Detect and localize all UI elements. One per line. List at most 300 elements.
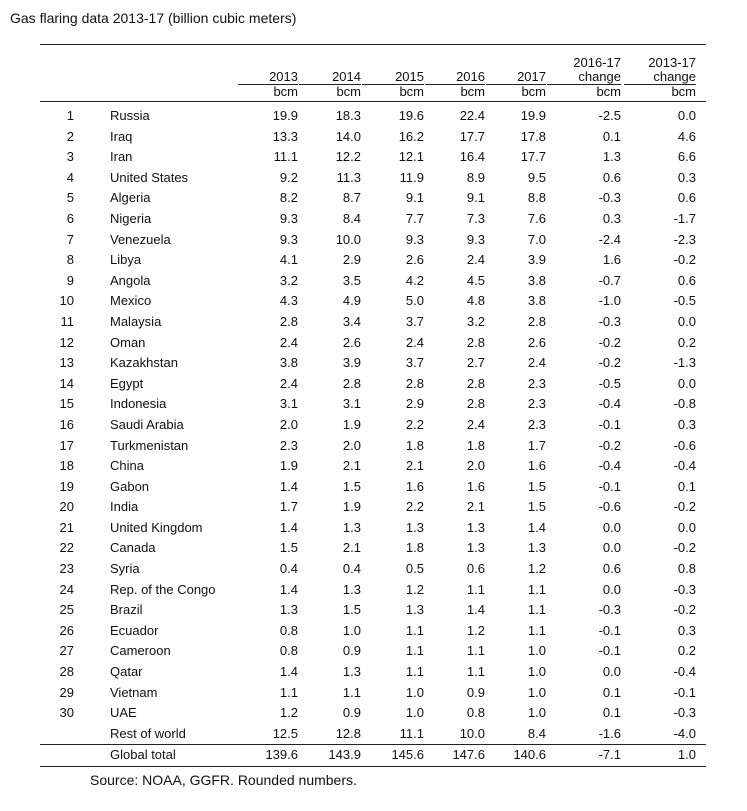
total-cell: 1.0 bbox=[677, 747, 696, 763]
value-cell: -0.4 bbox=[673, 664, 696, 680]
value-cell: 1.6 bbox=[527, 458, 546, 474]
value-cell: -0.1 bbox=[598, 416, 621, 432]
country-cell: Vietnam bbox=[110, 684, 158, 700]
rank-cell: 8 bbox=[66, 252, 74, 268]
value-cell: 0.6 bbox=[677, 190, 696, 206]
value-cell: 1.5 bbox=[342, 478, 361, 494]
value-cell: 1.8 bbox=[405, 540, 424, 556]
value-cell: 9.1 bbox=[405, 190, 424, 206]
value-cell: 3.9 bbox=[527, 252, 546, 268]
value-cell: 1.5 bbox=[527, 499, 546, 515]
header-2016: 2016 bcm bbox=[425, 70, 485, 99]
value-cell: 2.1 bbox=[405, 458, 424, 474]
rank-cell: 4 bbox=[66, 169, 74, 185]
value-cell: 0.3 bbox=[677, 622, 696, 638]
value-cell: -0.2 bbox=[598, 334, 621, 350]
country-cell: Canada bbox=[110, 540, 156, 556]
value-cell: 5.0 bbox=[405, 293, 424, 309]
table-row bbox=[40, 188, 706, 209]
value-cell: 0.1 bbox=[602, 684, 621, 700]
value-cell: 1.1 bbox=[527, 622, 546, 638]
value-cell: 16.4 bbox=[459, 149, 485, 165]
value-cell: 1.2 bbox=[279, 705, 298, 721]
value-cell: 1.3 bbox=[279, 602, 298, 618]
value-cell: 4.3 bbox=[279, 293, 298, 309]
country-cell: Venezuela bbox=[110, 231, 171, 247]
rank-cell: 2 bbox=[66, 128, 74, 144]
rank-cell: 5 bbox=[66, 190, 74, 206]
value-cell: 1.6 bbox=[602, 252, 621, 268]
value-cell: 7.6 bbox=[527, 210, 546, 226]
value-cell: -0.1 bbox=[673, 684, 696, 700]
rank-cell: 23 bbox=[59, 561, 74, 577]
value-cell: 0.6 bbox=[466, 561, 485, 577]
table-row bbox=[40, 291, 706, 312]
value-cell: 0.6 bbox=[677, 272, 696, 288]
value-cell: 4.8 bbox=[466, 293, 485, 309]
value-cell: 2.8 bbox=[466, 396, 485, 412]
value-cell: 0.1 bbox=[602, 128, 621, 144]
value-cell: 1.8 bbox=[466, 437, 485, 453]
country-cell: Libya bbox=[110, 252, 142, 268]
table-row bbox=[40, 127, 706, 148]
value-cell: 9.3 bbox=[279, 210, 298, 226]
value-cell: 1.4 bbox=[279, 581, 298, 597]
value-cell: 2.2 bbox=[405, 416, 424, 432]
country-cell: Russia bbox=[110, 108, 150, 123]
country-cell: Cameroon bbox=[110, 643, 171, 659]
value-cell: 1.5 bbox=[279, 540, 298, 556]
country-cell: Ecuador bbox=[110, 622, 159, 638]
value-cell: 0.0 bbox=[602, 540, 621, 556]
total-cell: 139.6 bbox=[265, 747, 298, 763]
value-cell: 8.4 bbox=[342, 210, 361, 226]
value-cell: 1.1 bbox=[466, 643, 485, 659]
value-cell: 4.5 bbox=[466, 272, 485, 288]
value-cell: 1.2 bbox=[405, 581, 424, 597]
value-cell: 0.0 bbox=[602, 581, 621, 597]
source-note: Source: NOAA, GGFR. Rounded numbers. bbox=[90, 772, 357, 788]
value-cell: -4.0 bbox=[673, 725, 696, 741]
value-cell: 16.2 bbox=[398, 128, 424, 144]
value-cell: 0.0 bbox=[677, 313, 696, 329]
value-cell: -0.8 bbox=[673, 396, 696, 412]
rank-cell: 9 bbox=[66, 272, 74, 288]
value-cell: 3.8 bbox=[527, 293, 546, 309]
value-cell: 2.8 bbox=[466, 334, 485, 350]
table-row bbox=[40, 600, 706, 621]
value-cell: 3.7 bbox=[405, 355, 424, 371]
table-row bbox=[40, 106, 706, 127]
value-cell: -0.1 bbox=[598, 478, 621, 494]
table-row bbox=[40, 683, 706, 704]
value-cell: 8.2 bbox=[279, 190, 298, 206]
value-cell: 2.9 bbox=[405, 396, 424, 412]
rank-cell: 30 bbox=[59, 705, 74, 721]
value-cell: 3.1 bbox=[342, 396, 361, 412]
value-cell: 2.6 bbox=[342, 334, 361, 350]
value-cell: -0.3 bbox=[598, 313, 621, 329]
value-cell: -0.2 bbox=[673, 540, 696, 556]
value-cell: 0.0 bbox=[602, 664, 621, 680]
value-cell: -0.5 bbox=[598, 375, 621, 391]
value-cell: 12.5 bbox=[272, 725, 298, 741]
country-cell: Turkmenistan bbox=[110, 437, 189, 453]
value-cell: 1.6 bbox=[405, 478, 424, 494]
value-cell: 2.2 bbox=[405, 499, 424, 515]
value-cell: 0.8 bbox=[677, 561, 696, 577]
value-cell: 1.5 bbox=[527, 478, 546, 494]
value-cell: 2.1 bbox=[342, 458, 361, 474]
value-cell: 12.8 bbox=[335, 725, 361, 741]
value-cell: 1.4 bbox=[466, 602, 485, 618]
value-cell: 1.9 bbox=[342, 499, 361, 515]
table-row bbox=[40, 415, 706, 436]
value-cell: 0.0 bbox=[602, 519, 621, 535]
country-cell: Gabon bbox=[110, 478, 150, 494]
rank-cell: 11 bbox=[60, 313, 74, 329]
value-cell: 9.2 bbox=[279, 169, 298, 185]
value-cell: 1.3 bbox=[342, 519, 361, 535]
value-cell: 11.3 bbox=[336, 169, 361, 185]
value-cell: -0.2 bbox=[673, 499, 696, 515]
total-cell: 145.6 bbox=[391, 747, 424, 763]
value-cell: 1.1 bbox=[466, 664, 485, 680]
value-cell: 3.2 bbox=[279, 272, 298, 288]
value-cell: 2.3 bbox=[527, 416, 546, 432]
table-row bbox=[40, 703, 706, 724]
value-cell: 9.3 bbox=[405, 231, 424, 247]
value-cell: 10.0 bbox=[459, 725, 485, 741]
value-cell: 0.1 bbox=[677, 478, 696, 494]
table-body bbox=[40, 102, 706, 744]
value-cell: 0.8 bbox=[279, 643, 298, 659]
value-cell: 7.0 bbox=[527, 231, 546, 247]
value-cell: 19.9 bbox=[272, 108, 298, 123]
country-cell: Brazil bbox=[110, 602, 143, 618]
value-cell: 2.1 bbox=[342, 540, 361, 556]
country-cell: Algeria bbox=[110, 190, 151, 206]
value-cell: 3.8 bbox=[279, 355, 298, 371]
value-cell: 9.3 bbox=[279, 231, 298, 247]
value-cell: 2.4 bbox=[279, 375, 298, 391]
value-cell: 0.6 bbox=[602, 561, 621, 577]
country-cell: Malaysia bbox=[110, 313, 162, 329]
value-cell: 0.2 bbox=[677, 643, 696, 659]
value-cell: 1.3 bbox=[466, 519, 485, 535]
value-cell: 7.7 bbox=[405, 210, 424, 226]
value-cell: -2.5 bbox=[598, 108, 621, 123]
value-cell: 1.3 bbox=[602, 149, 621, 165]
value-cell: 0.4 bbox=[342, 561, 361, 577]
rank-cell: 20 bbox=[59, 499, 74, 515]
value-cell: 3.7 bbox=[405, 313, 424, 329]
value-cell: 2.6 bbox=[405, 252, 424, 268]
table-row bbox=[40, 353, 706, 374]
value-cell: 1.3 bbox=[405, 602, 424, 618]
value-cell: 1.5 bbox=[342, 602, 361, 618]
table-row bbox=[40, 333, 706, 354]
country-cell: Kazakhstan bbox=[110, 355, 178, 371]
country-cell: India bbox=[110, 499, 139, 515]
value-cell: 2.4 bbox=[466, 252, 485, 268]
value-cell: 4.2 bbox=[405, 272, 424, 288]
country-cell: Saudi Arabia bbox=[110, 416, 184, 432]
value-cell: 1.6 bbox=[466, 478, 485, 494]
value-cell: 1.0 bbox=[527, 705, 546, 721]
value-cell: 1.1 bbox=[342, 684, 361, 700]
table-row bbox=[40, 477, 706, 498]
value-cell: 8.9 bbox=[466, 169, 485, 185]
header-change-2013-17: 2013-17 change bcm bbox=[624, 56, 696, 99]
value-cell: 1.0 bbox=[405, 684, 424, 700]
value-cell: 2.8 bbox=[405, 375, 424, 391]
rank-cell: 21 bbox=[59, 519, 74, 535]
rank-cell: 18 bbox=[59, 458, 74, 474]
value-cell: 3.5 bbox=[342, 272, 361, 288]
value-cell: 11.1 bbox=[273, 149, 298, 165]
value-cell: 0.0 bbox=[677, 375, 696, 391]
rank-cell: 3 bbox=[66, 149, 74, 165]
value-cell: 1.3 bbox=[405, 519, 424, 535]
page-title: Gas flaring data 2013-17 (billion cubic meters) bbox=[10, 10, 297, 26]
value-cell: 1.1 bbox=[405, 664, 424, 680]
value-cell: 2.9 bbox=[342, 252, 361, 268]
gas-flaring-table bbox=[40, 44, 706, 767]
rank-cell: 7 bbox=[66, 231, 74, 247]
value-cell: -0.6 bbox=[673, 437, 696, 453]
value-cell: 2.0 bbox=[342, 437, 361, 453]
rank-cell: 29 bbox=[59, 684, 74, 700]
value-cell: 2.8 bbox=[342, 375, 361, 391]
table-bottom-rule bbox=[40, 766, 706, 767]
value-cell: -0.1 bbox=[598, 643, 621, 659]
value-cell: 8.8 bbox=[527, 190, 546, 206]
rank-cell: 24 bbox=[59, 581, 74, 597]
rank-cell: 22 bbox=[59, 540, 74, 556]
country-cell: Iraq bbox=[110, 128, 133, 144]
value-cell: 1.0 bbox=[527, 643, 546, 659]
value-cell: 0.5 bbox=[405, 561, 424, 577]
value-cell: 1.4 bbox=[279, 478, 298, 494]
value-cell: 19.9 bbox=[520, 108, 546, 123]
value-cell: 10.0 bbox=[335, 231, 361, 247]
value-cell: -0.1 bbox=[598, 622, 621, 638]
value-cell: 1.1 bbox=[466, 581, 485, 597]
value-cell: 3.1 bbox=[279, 396, 298, 412]
value-cell: 1.3 bbox=[527, 540, 546, 556]
value-cell: 1.4 bbox=[279, 664, 298, 680]
rank-cell: 16 bbox=[59, 416, 74, 432]
rank-cell: 6 bbox=[66, 210, 74, 226]
table-row bbox=[40, 538, 706, 559]
table-row bbox=[40, 518, 706, 539]
value-cell: 2.4 bbox=[466, 416, 485, 432]
country-cell: Egypt bbox=[110, 375, 144, 391]
table-row bbox=[40, 250, 706, 271]
header-2015: 2015 bcm bbox=[362, 70, 424, 99]
value-cell: 11.9 bbox=[399, 169, 424, 185]
value-cell: -0.3 bbox=[598, 190, 621, 206]
value-cell: -1.0 bbox=[598, 293, 621, 309]
value-cell: 8.4 bbox=[527, 725, 546, 741]
total-label: Global total bbox=[110, 747, 176, 763]
value-cell: 4.9 bbox=[342, 293, 361, 309]
value-cell: 0.8 bbox=[466, 705, 485, 721]
value-cell: 4.6 bbox=[677, 128, 696, 144]
value-cell: -1.3 bbox=[673, 355, 696, 371]
value-cell: -0.2 bbox=[673, 252, 696, 268]
table-row bbox=[40, 374, 706, 395]
total-row bbox=[40, 745, 706, 766]
total-cell: 143.9 bbox=[328, 747, 361, 763]
value-cell: 0.9 bbox=[342, 643, 361, 659]
value-cell: -0.5 bbox=[673, 293, 696, 309]
value-cell: 1.2 bbox=[466, 622, 485, 638]
table-row bbox=[40, 724, 706, 745]
table-header bbox=[40, 45, 706, 101]
value-cell: 2.3 bbox=[279, 437, 298, 453]
value-cell: 2.0 bbox=[279, 416, 298, 432]
table-row bbox=[40, 559, 706, 580]
value-cell: 2.7 bbox=[466, 355, 485, 371]
table-row bbox=[40, 456, 706, 477]
value-cell: 0.1 bbox=[602, 705, 621, 721]
country-cell: Iran bbox=[110, 149, 133, 165]
value-cell: 0.0 bbox=[677, 519, 696, 535]
value-cell: 0.9 bbox=[342, 705, 361, 721]
value-cell: 1.8 bbox=[405, 437, 424, 453]
value-cell: -0.4 bbox=[598, 458, 621, 474]
header-2013: 2013 bcm bbox=[238, 70, 298, 99]
total-cell: -7.1 bbox=[598, 747, 621, 763]
rank-cell: 13 bbox=[59, 355, 74, 371]
country-cell: Syria bbox=[110, 561, 140, 577]
value-cell: 11.1 bbox=[399, 725, 424, 741]
value-cell: 1.3 bbox=[466, 540, 485, 556]
table-row bbox=[40, 662, 706, 683]
rank-cell: 15 bbox=[59, 396, 74, 412]
value-cell: 18.3 bbox=[335, 108, 361, 123]
value-cell: -2.3 bbox=[673, 231, 696, 247]
value-cell: 1.7 bbox=[279, 499, 298, 515]
table-row bbox=[40, 312, 706, 333]
country-cell: Mexico bbox=[110, 293, 152, 309]
value-cell: 2.8 bbox=[527, 313, 546, 329]
value-cell: 1.4 bbox=[527, 519, 546, 535]
table-row bbox=[40, 394, 706, 415]
value-cell: 1.0 bbox=[342, 622, 361, 638]
value-cell: 1.0 bbox=[405, 705, 424, 721]
rank-cell: 28 bbox=[59, 664, 74, 680]
total-cell: 140.6 bbox=[513, 747, 546, 763]
header-2017: 2017 bcm bbox=[486, 70, 546, 99]
country-cell: United States bbox=[110, 169, 189, 185]
header-change-2016-17: 2016-17 change bcm bbox=[547, 56, 621, 99]
value-cell: 2.3 bbox=[527, 375, 546, 391]
table-row bbox=[40, 209, 706, 230]
rank-cell: 25 bbox=[59, 602, 74, 618]
country-cell: United Kingdom bbox=[110, 519, 203, 535]
rank-cell: 14 bbox=[59, 375, 74, 391]
value-cell: 14.0 bbox=[335, 128, 361, 144]
value-cell: 0.3 bbox=[677, 169, 696, 185]
value-cell: 2.4 bbox=[405, 334, 424, 350]
value-cell: 1.1 bbox=[527, 602, 546, 618]
country-cell: Angola bbox=[110, 272, 151, 288]
value-cell: 12.2 bbox=[335, 149, 361, 165]
rank-cell: 1 bbox=[66, 108, 74, 123]
value-cell: 2.3 bbox=[527, 396, 546, 412]
value-cell: 7.3 bbox=[466, 210, 485, 226]
value-cell: 1.0 bbox=[527, 684, 546, 700]
value-cell: 0.2 bbox=[677, 334, 696, 350]
table-row bbox=[40, 271, 706, 292]
value-cell: 0.3 bbox=[677, 416, 696, 432]
value-cell: 13.3 bbox=[272, 128, 298, 144]
value-cell: 1.7 bbox=[527, 437, 546, 453]
value-cell: 0.9 bbox=[466, 684, 485, 700]
value-cell: 0.3 bbox=[602, 210, 621, 226]
value-cell: -1.7 bbox=[673, 210, 696, 226]
table-row bbox=[40, 168, 706, 189]
value-cell: -0.6 bbox=[598, 499, 621, 515]
value-cell: 22.4 bbox=[459, 108, 485, 123]
value-cell: 0.4 bbox=[279, 561, 298, 577]
value-cell: -0.2 bbox=[673, 602, 696, 618]
value-cell: 0.6 bbox=[602, 169, 621, 185]
country-cell: Nigeria bbox=[110, 210, 152, 226]
value-cell: -1.6 bbox=[598, 725, 621, 741]
value-cell: 2.4 bbox=[279, 334, 298, 350]
value-cell: 2.4 bbox=[527, 355, 546, 371]
country-cell: Oman bbox=[110, 334, 146, 350]
country-cell: Rep. of the Congo bbox=[110, 581, 216, 597]
header-2014: 2014 bcm bbox=[299, 70, 361, 99]
value-cell: -0.3 bbox=[673, 581, 696, 597]
value-cell: 1.1 bbox=[405, 643, 424, 659]
table-row bbox=[40, 497, 706, 518]
country-cell: Qatar bbox=[110, 664, 143, 680]
value-cell: 17.8 bbox=[520, 128, 546, 144]
value-cell: -0.4 bbox=[598, 396, 621, 412]
value-cell: 1.1 bbox=[527, 581, 546, 597]
rank-cell: 17 bbox=[59, 437, 74, 453]
value-cell: -0.7 bbox=[598, 272, 621, 288]
value-cell: 12.1 bbox=[398, 149, 424, 165]
value-cell: 17.7 bbox=[520, 149, 546, 165]
table-row bbox=[40, 641, 706, 662]
value-cell: 1.3 bbox=[342, 581, 361, 597]
total-cell: 147.6 bbox=[452, 747, 485, 763]
value-cell: 1.0 bbox=[527, 664, 546, 680]
country-cell: China bbox=[110, 458, 144, 474]
rank-cell: 26 bbox=[59, 622, 74, 638]
value-cell: 1.9 bbox=[279, 458, 298, 474]
value-cell: -0.3 bbox=[673, 705, 696, 721]
value-cell: 1.4 bbox=[279, 519, 298, 535]
value-cell: -0.4 bbox=[673, 458, 696, 474]
value-cell: 0.8 bbox=[279, 622, 298, 638]
value-cell: 4.1 bbox=[279, 252, 298, 268]
value-cell: -0.2 bbox=[598, 355, 621, 371]
country-cell: Indonesia bbox=[110, 396, 167, 412]
value-cell: 1.1 bbox=[405, 622, 424, 638]
value-cell: 3.8 bbox=[527, 272, 546, 288]
value-cell: 8.7 bbox=[342, 190, 361, 206]
value-cell: -0.2 bbox=[598, 437, 621, 453]
value-cell: 17.7 bbox=[459, 128, 485, 144]
